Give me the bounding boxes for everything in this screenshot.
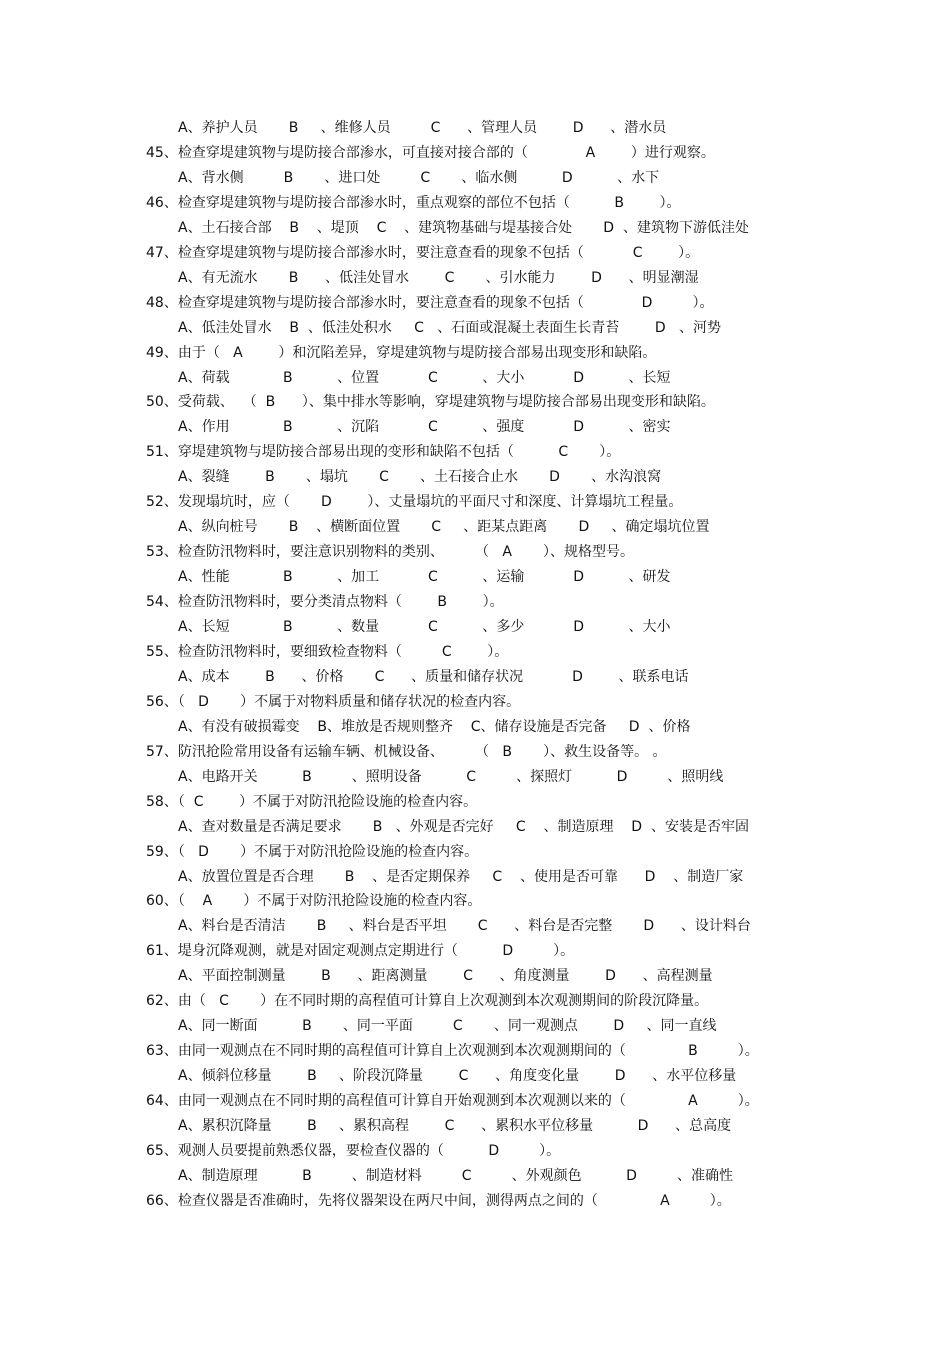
question-line: 55、检查防汛物料时，要细致检查物料（ C ）。: [146, 643, 509, 660]
options-line: A、平面控制测量 B 、距离测量 C 、角度测量 D 、高程测量: [178, 968, 713, 985]
question-line: 45、检查穿堤建筑物与堤防接合部渗水，可直接对接合部的（ A ）进行观察。: [146, 144, 715, 161]
question-line: 66、检查仪器是否准确时，先将仪器架设在两尺中间，测得两点之间的（ A ）。: [146, 1192, 731, 1209]
question-line: 46、检查穿堤建筑物与堤防接合部渗水时，重点观察的部位不包括（ B ）。: [146, 194, 681, 211]
question-line: 61、堤身沉降观测，就是对固定观测点定期进行（ D ）。: [146, 943, 575, 960]
options-line: A、长短 B 、数量 C 、多少 D 、大小: [178, 619, 671, 635]
options-line: A、放置位置是否合理 B 、是否定期保养 C 、使用是否可靠 D 、制造厂家: [178, 868, 744, 885]
question-line: 57、防汛抢险常用设备有运输车辆、机械设备、 （ B ）、救生设备等。 。: [146, 743, 667, 760]
question-line: 63、由同一观测点在不同时期的高程值可计算自上次观测到本次观测期间的（ B ）。: [146, 1043, 759, 1060]
options-line: A、作用 B 、沉陷 C 、强度 D 、密实: [178, 419, 671, 436]
options-line: A、同一断面 B 、同一平面 C 、同一观测点 D 、同一直线: [178, 1018, 717, 1035]
options-line: A、电路开关 B 、照明设备 C 、探照灯 D 、照明线: [178, 768, 724, 785]
options-line: A、成本 B 、价格 C 、质量和储存状况 D 、联系电话: [178, 668, 689, 685]
question-line: 50、受荷载、 （ B ）、集中排水等影响，穿堤建筑物与堤防接合部易出现变形和缺陷。: [146, 394, 715, 411]
options-line: A、料台是否清洁 B 、料台是否平坦 C 、料台是否完整 D 、设计料台: [178, 918, 751, 935]
question-line: 62、由（ C ）在不同时期的高程值可计算自上次观测到本次观测期间的阶段沉降量。: [146, 993, 709, 1010]
options-line: A、养护人员 B 、维修人员 C 、管理人员 D 、潜水员: [178, 120, 667, 136]
question-line: 56、（ D ）不属于对物料质量和储存状况的检查内容。: [146, 693, 521, 710]
question-line: 59、（ D ）不属于对防汛抢险设施的检查内容。: [146, 843, 479, 860]
question-line: 53、检查防汛物料时，要注意识别物料的类别、 （ A ）、规格型号。: [146, 544, 635, 561]
options-line: A、土石接合部 B 、堤顶 C 、建筑物基础与堤基接合处 D 、建筑物下游低洼处: [178, 219, 749, 236]
options-line: A、有无流水 B 、低洼处冒水 C 、引水能力 D 、明显潮湿: [178, 269, 699, 286]
question-line: 47、检查穿堤建筑物与堤防接合部渗水时，要注意查看的现象不包括（ C ）。: [146, 244, 700, 261]
options-line: A、倾斜位移量 B 、阶段沉降量 C 、角度变化量 D 、水平位移量: [178, 1068, 737, 1085]
question-line: 54、检查防汛物料时，要分类清点物料（ B ）。: [146, 594, 504, 611]
question-line: 51、穿堤建筑物与堤防接合部易出现的变形和缺陷不包括（ C ）。: [146, 444, 621, 461]
options-line: A、查对数量是否满足要求 B 、外观是否完好 C 、制造原理 D 、安装是否牢固: [178, 818, 749, 835]
question-line: 52、发现塌坑时，应（ D ）、丈量塌坑的平面尺寸和深度、计算塌坑工程量。: [146, 494, 683, 511]
options-line: A、制造原理 B 、制造材料 C 、外观颜色 D 、准确性: [178, 1167, 733, 1184]
options-line: A、纵向桩号 B 、横断面位置 C 、距某点距离 D 、确定塌坑位置: [178, 519, 710, 536]
options-line: A、有没有破损霉变 B、堆放是否规则整齐 C、储存设施是否完备 D 、价格: [178, 718, 691, 735]
question-line: 49、由于（ A ）和沉陷差异，穿堤建筑物与堤防接合部易出现变形和缺陷。: [146, 344, 657, 361]
options-line: A、性能 B 、加工 C 、运输 D 、研发: [178, 569, 671, 586]
question-line: 64、由同一观测点在不同时期的高程值可计算自开始观测到本次观测以来的（ A ）。: [146, 1093, 759, 1110]
options-line: A、荷载 B 、位置 C 、大小 D 、长短: [178, 369, 671, 386]
question-line: 58、（ C ）不属于对防汛抢险设施的检查内容。: [146, 793, 478, 810]
options-line: A、累积沉降量 B 、累积高程 C 、累积水平位移量 D 、总高度: [178, 1118, 732, 1134]
question-line: 60、（ A ）不属于对防汛抢险设施的检查内容。: [146, 893, 482, 910]
options-line: A、背水侧 B 、进口处 C 、临水侧 D 、水下: [178, 169, 660, 186]
question-line: 48、检查穿堤建筑物与堤防接合部渗水时，要注意查看的现象不包括（ D ）。: [146, 294, 714, 311]
question-line: 65、观测人员要提前熟悉仪器，要检查仪器的（ D ）。: [146, 1142, 561, 1159]
options-line: A、低洼处冒水 B 、低洼处积水 C 、石面或混凝土表面生长青苔 D 、河势: [178, 319, 721, 336]
options-line: A、裂缝 B 、塌坑 C 、土石接合止水 D 、水沟浪窝: [178, 469, 662, 486]
